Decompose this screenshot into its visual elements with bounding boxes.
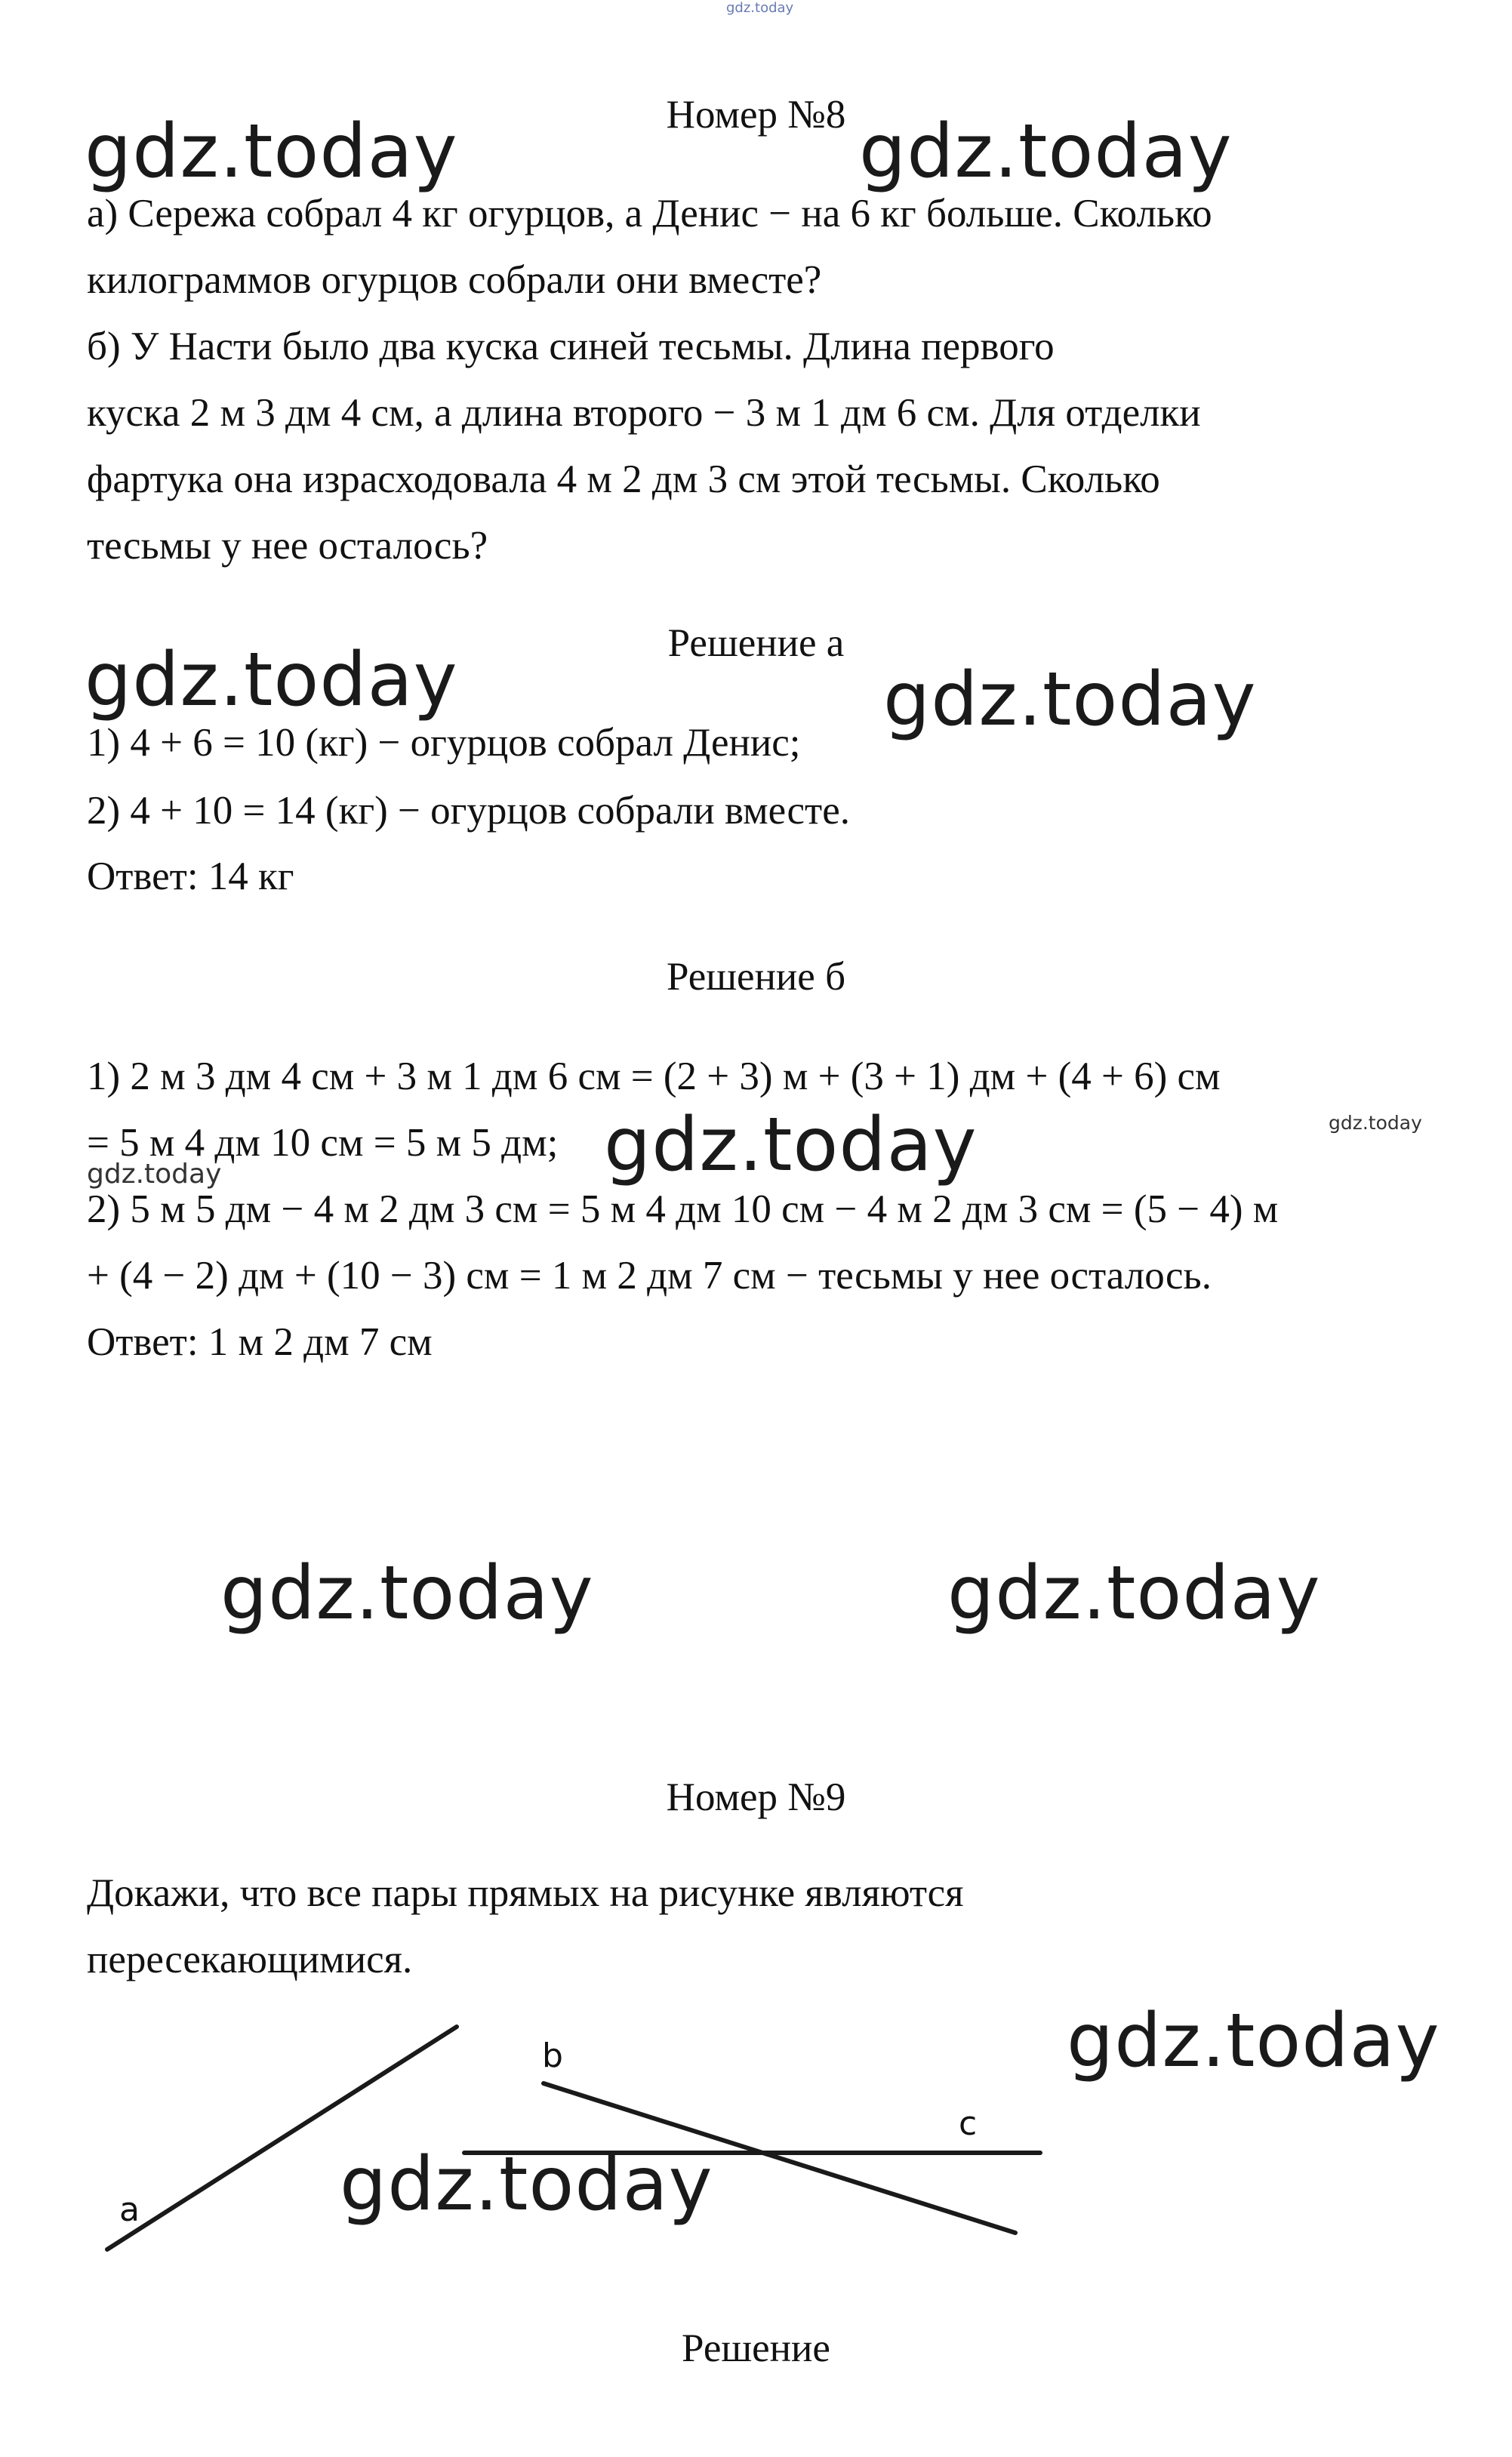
lines-figure	[83, 1993, 1064, 2280]
problem8-text-line: килограммов огурцов собрали они вместе?	[87, 258, 822, 302]
watermark: gdz.today	[883, 657, 1257, 743]
problem9-solution-heading: Решение	[682, 2326, 830, 2370]
problem8-text-line: а) Сережа собрал 4 кг огурцов, а Денис − на 6 кг больше. Сколько	[87, 192, 1212, 236]
problem8-text-line: тесьмы у нее осталось?	[87, 524, 488, 568]
solution-b-heading: Решение б	[666, 955, 846, 999]
watermark-small: gdz.today	[1329, 1112, 1422, 1134]
problem8-text-line: куска 2 м 3 дм 4 см, а длина второго − 3 м 1 дм 6 см. Для отделки	[87, 391, 1201, 435]
watermark-small: gdz.today	[87, 1159, 222, 1190]
problem8-title: Номер №8	[666, 93, 846, 137]
solution-a-line: Ответ: 14 кг	[87, 854, 294, 898]
watermark: gdz.today	[340, 2141, 713, 2228]
watermark: gdz.today	[947, 1550, 1321, 1636]
solution-a-line: 2) 4 + 10 = 14 (кг) − огурцов собрали вместе.	[87, 789, 850, 833]
problem8-text-line: фартука она израсходовала 4 м 2 дм 3 см этой тесьмы. Сколько	[87, 457, 1160, 501]
problem9-title: Номер №9	[666, 1775, 846, 1819]
top-watermark: gdz.today	[726, 0, 794, 16]
problem8-text-line: б) У Насти было два куска синей тесьмы. Длина первого	[87, 325, 1055, 368]
solution-b-line: + (4 − 2) дм + (10 − 3) см = 1 м 2 дм 7 см − тесьмы у нее осталось.	[87, 1254, 1212, 1298]
solution-a-heading: Решение а	[667, 621, 845, 665]
problem9-text-line: Докажи, что все пары прямых на рисунке являются	[87, 1871, 964, 1915]
watermark: gdz.today	[859, 109, 1233, 195]
lines-figure-svg	[83, 1993, 1064, 2280]
problem9-text-line: пересекающимися.	[87, 1938, 413, 1981]
solution-b-line: 2) 5 м 5 дм − 4 м 2 дм 3 см = 5 м 4 дм 10 см − 4 м 2 дм 3 см = (5 − 4) м	[87, 1187, 1279, 1231]
solution-a-line: 1) 4 + 6 = 10 (кг) − огурцов собрал Денис;	[87, 721, 801, 765]
watermark: gdz.today	[85, 637, 458, 723]
solution-b-line: = 5 м 4 дм 10 см = 5 м 5 дм;	[87, 1121, 559, 1165]
label-b: b	[542, 2037, 563, 2075]
watermark: gdz.today	[1067, 1998, 1440, 2084]
watermark: gdz.today	[220, 1550, 594, 1636]
solution-b-line: 1) 2 м 3 дм 4 см + 3 м 1 дм 6 см = (2 + 3) м + (3 + 1) дм + (4 + 6) см	[87, 1055, 1221, 1098]
watermark: gdz.today	[85, 109, 458, 195]
solution-b-line: Ответ: 1 м 2 дм 7 см	[87, 1320, 433, 1364]
label-a: a	[119, 2191, 140, 2229]
label-c: c	[959, 2104, 978, 2143]
watermark: gdz.today	[604, 1102, 978, 1188]
